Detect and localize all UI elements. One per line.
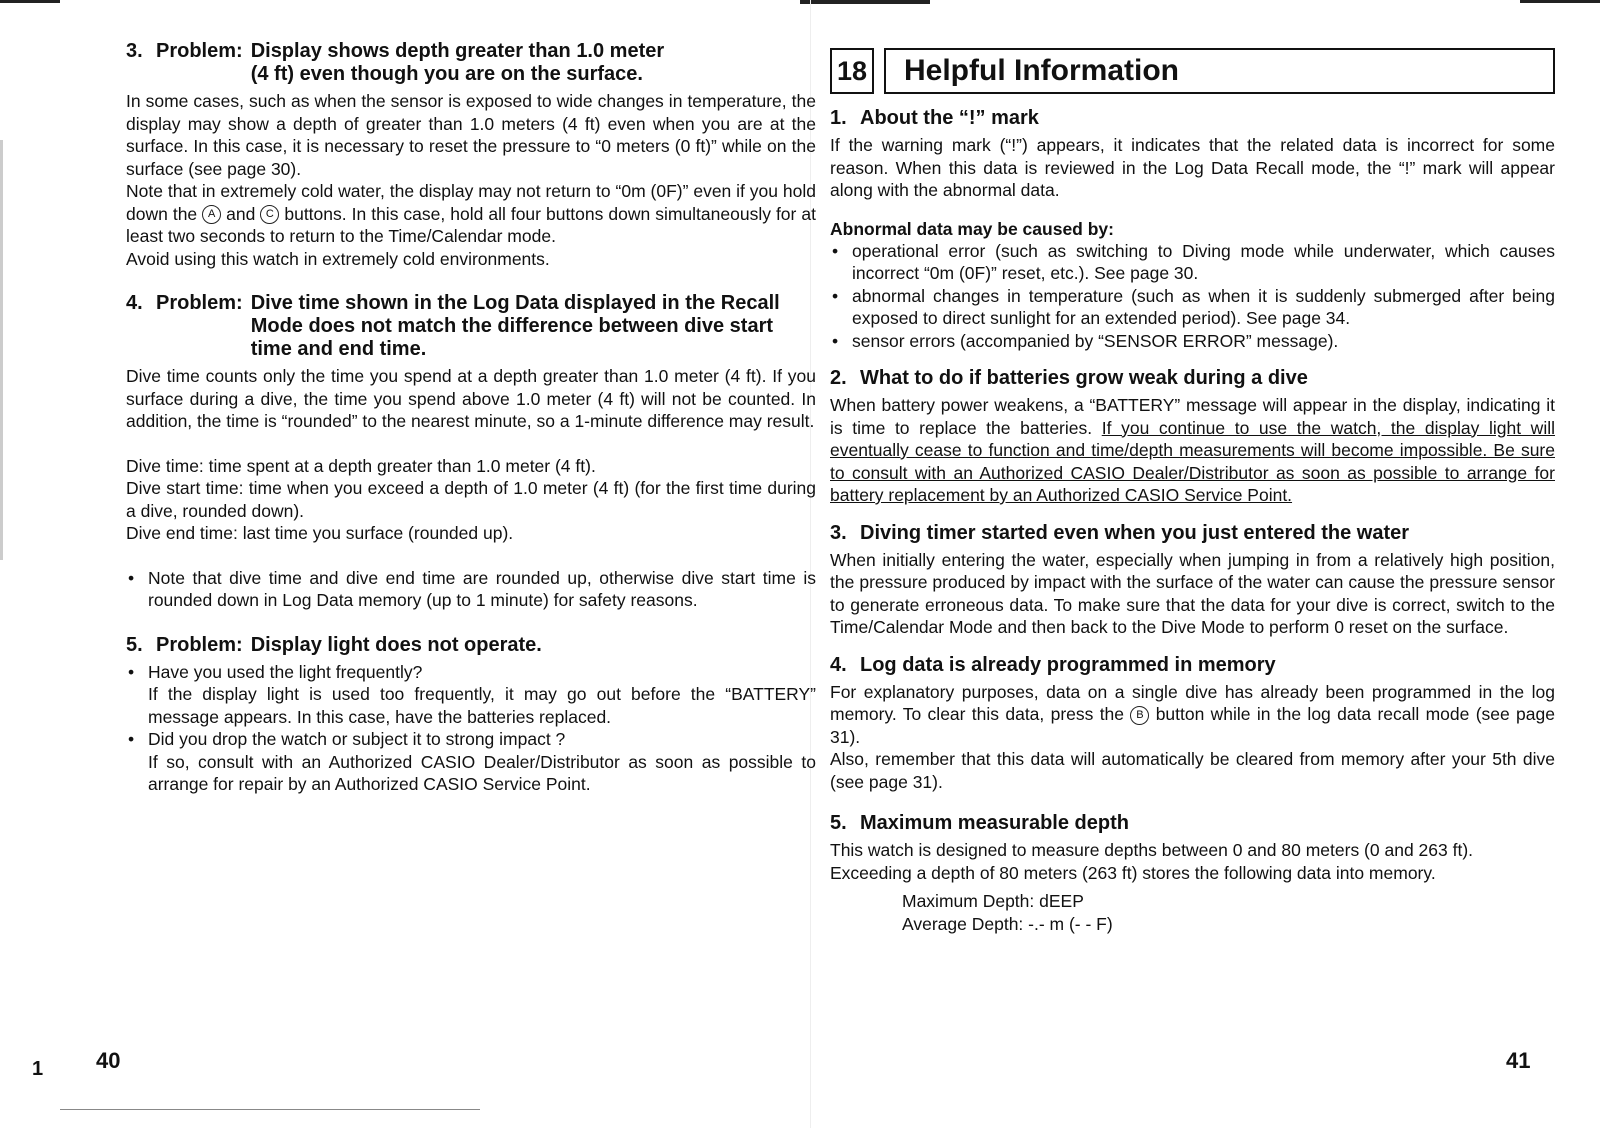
page-number-right: 41 [1506, 1048, 1531, 1073]
section-title: What to do if batteries grow weak during a dive [860, 367, 1308, 389]
section-3-paragraph: When initially entering the water, especially when jumping in from a relatively high position, the pressure produced by impact with the surface of the water can cause the pressure sensor to generate erroneous data. To make sure that the data for your dive is correct, switch to the Time/Calendar Mode and then back to the Dive Mode to perform 0 reset on the surface. [830, 549, 1555, 637]
bullet-answer: If so, consult with an Authorized CASIO Dealer/Distributor as soon as possible to arrange for repair by an Authorized CASIO Service Point. [148, 751, 816, 794]
problem-number: 4. [126, 292, 143, 314]
section-number: 2. [830, 367, 847, 389]
paragraph-text: When battery power weakens, a “BATTERY” message will appear in the display, indicating it is time to replace the batteries. [830, 395, 1555, 438]
left-column [126, 40, 816, 796]
section-title: Diving timer started even when you just entered the water [860, 521, 1410, 544]
section-title: Log data is already programmed in memory [860, 653, 1276, 676]
section-5-paragraph-2: Exceeding a depth of 80 meters (263 ft) stores the following data into memory. [830, 862, 1436, 883]
chapter-header [830, 48, 1555, 94]
problem-keyword: Problem: [156, 633, 243, 656]
b-button-icon: B [1130, 706, 1149, 725]
section-4-paragraph-1 [830, 681, 1555, 749]
paragraph-text: Note that in extremely cold water, the display may not return to “0m (0F)” even if you hold down the [126, 181, 816, 224]
problem-3-paragraph-2 [126, 180, 816, 248]
section-number: 5. [830, 812, 847, 834]
paragraph-text: For explanatory purposes, data on a single dive has already been programmed in the log memory. To clear this data, press the [830, 681, 1555, 724]
list-item: • sensor errors (accompanied by “SENSOR ERROR” message). [830, 330, 1555, 353]
paragraph-text: and [226, 203, 256, 224]
section-2-heading [830, 366, 1555, 390]
problem-keyword: Problem: [156, 40, 243, 62]
definition-dive-end-time: Dive end time: last time you surface (rounded up). [126, 523, 514, 543]
list-item: • abnormal changes in temperature (such as when it is suddenly submerged after being exposed to direct sunlight for an extended period). See page 34. [830, 285, 1555, 330]
bullet-question: Have you used the light frequently? [148, 661, 423, 682]
problem-number: 5. [126, 633, 143, 656]
a-button-icon: A [202, 205, 221, 224]
paragraph-text: buttons. In this case, hold all four buttons down simultaneously for at least two seconds to return to the Time/Calendar mode. [126, 203, 816, 246]
c-button-icon: C [260, 205, 279, 224]
problem-3-heading [126, 40, 816, 86]
section-number: 1. [830, 107, 847, 129]
chapter-title: Helpful Information [884, 48, 1555, 94]
right-page [820, 0, 1600, 1128]
section-title: Maximum measurable depth [860, 812, 1129, 834]
section-4-heading [830, 653, 1555, 677]
maximum-depth-line: Maximum Depth: dEEP [902, 891, 1084, 911]
section-2-paragraph [830, 394, 1555, 507]
problem-number: 3. [126, 40, 143, 62]
problem-3-paragraph-3: Avoid using this watch in extremely cold environments. [126, 248, 550, 269]
problem-4-note-list [126, 567, 816, 612]
section-3-heading [830, 521, 1555, 545]
list-item [126, 661, 816, 729]
problem-5-heading [126, 634, 816, 657]
problem-title-line-2: (4 ft) even though you are on the surface. [250, 63, 643, 85]
right-column [830, 48, 1555, 935]
problem-4-paragraph: Dive time counts only the time you spend at a depth greater than 1.0 meter (4 ft). If you surface during a dive, the time you spend above 1.0 meter (4 ft) will not be counted. In addition, the time is “rounded” to the nearest minute, so a 1-minute difference may result. [126, 366, 816, 431]
margin-mark: 1 [32, 1058, 44, 1080]
page-number-left: 40 [96, 1048, 121, 1073]
definition-dive-time: Dive time: time spent at a depth greater than 1.0 meter (4 ft). [126, 455, 596, 476]
problem-title: Dive time shown in the Log Data displayed in the Recall Mode does not match the difference between dive start time and end time. [250, 292, 780, 360]
problem-4-heading [126, 292, 816, 361]
bullet-question: Did you drop the watch or subject it to strong impact ? [148, 729, 566, 749]
section-1-paragraph: If the warning mark (“!”) appears, it indicates that the related data is incorrect for some reason. When this data is reviewed in the Log Data Recall mode, the “!” mark will appear along with the abnormal data. [830, 135, 1555, 200]
abnormal-data-subheading: Abnormal data may be caused by: [830, 218, 1114, 239]
section-number: 3. [830, 521, 847, 544]
problem-3-paragraph-1: In some cases, such as when the sensor is exposed to wide changes in temperature, the display may show a depth of greater than 1.0 meters (4 ft) even when you are at the surface. In this case, it is necessary to reset the pressure to “0 meters (0 ft)” while on the surface (see page 30). [126, 91, 816, 179]
section-number: 4. [830, 653, 847, 676]
definition-dive-start-time: Dive start time: time when you exceed a depth of 1.0 meter (4 ft) (for the first time during a dive, rounded down). [126, 478, 816, 521]
section-5-paragraph-1: This watch is designed to measure depths between 0 and 80 meters (0 and 263 ft). [830, 840, 1474, 860]
section-title: About the “!” mark [860, 107, 1039, 129]
problem-keyword: Problem: [156, 292, 243, 314]
average-depth-line: Average Depth: -.- m (- - F) [902, 913, 1113, 934]
depth-data-block [830, 890, 1555, 935]
paragraph-text: button while in the log data recall mode (see page 31). [830, 704, 1555, 747]
bullet-answer: If the display light is used too frequently, it may go out before the “BATTERY” message appears. In this case, have the batteries replaced. [148, 684, 816, 727]
problem-title: Display light does not operate. [250, 633, 542, 656]
section-1-heading [830, 106, 1555, 130]
list-item: • Note that dive time and dive end time are rounded up, otherwise dive start time is rounded down in Log Data memory (up to 1 minute) for safety reasons. [126, 567, 816, 612]
problem-title [251, 40, 816, 86]
problem-5-list [126, 661, 816, 796]
section-5-heading [830, 811, 1555, 835]
problem-title-line-1: Display shows depth greater than 1.0 meter [250, 40, 665, 62]
list-item: • operational error (such as switching to Diving mode while underwater, which causes incorrect “0m (0F)” reset, etc.). See page 30. [830, 240, 1555, 285]
chapter-number-box: 18 [830, 48, 874, 94]
section-4-paragraph-2: Also, remember that this data will automatically be cleared from memory after your 5th dive (see page 31). [830, 749, 1555, 792]
list-item [126, 728, 816, 796]
underlined-warning-text: If you continue to use the watch, the display light will eventually cease to function and time/depth measurements will become impossible. Be sure to consult with an Authorized CASIO Dealer/Distributor as soon as possible to arrange for battery replacement by an Authorized CASIO Service Point. [830, 417, 1555, 505]
abnormal-causes-list [830, 240, 1555, 353]
